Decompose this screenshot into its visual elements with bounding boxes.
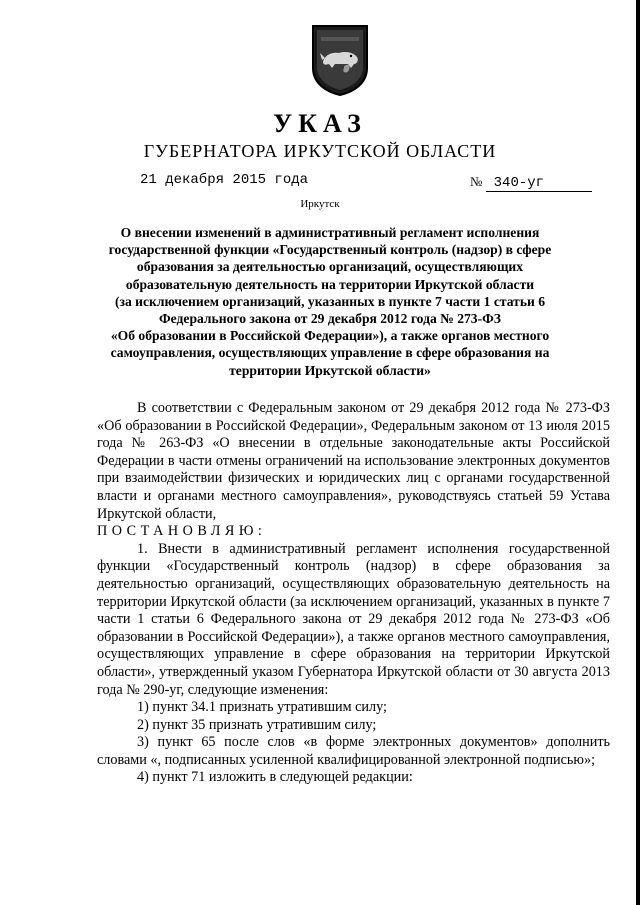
heading-line: самоуправления, осуществляющих управление в сфере образования на — [110, 345, 550, 361]
decree-date: 21 декабря 2015 года — [140, 172, 309, 188]
resolve-word: ПОСТАНОВЛЯЮ: — [97, 523, 267, 540]
change-item-3: 3) пункт 65 после слов «в форме электронных документов» дополнить словами «, подписанных усиленной квалифицированной электронной подписью»; — [97, 734, 610, 768]
heading-line: территории Иркутской области» — [229, 362, 431, 378]
heading-line: (за исключением организаций, указанных в пункте 7 части 1 статьи 6 — [114, 293, 546, 309]
number-sign: № — [470, 174, 483, 189]
change-item-4: 4) пункт 71 изложить в следующей редакции: — [137, 769, 413, 786]
document-subtitle: ГУБЕРНАТОРА ИРКУТСКОЙ ОБЛАСТИ — [143, 141, 497, 161]
heading-line: О внесении изменений в административный регламент исполнения — [120, 225, 540, 240]
decree-number: 340-уг — [486, 176, 592, 192]
heading-line: государственной функции «Государственный контроль (надзор) в сфере — [108, 242, 552, 258]
decree-heading — [92, 224, 568, 379]
scan-edge — [636, 0, 640, 905]
point-1-paragraph: 1. Внести в административный регламент исполнения государственной функции «Государственный контроль (надзор) в сфере образования за деятельностью организаций, осуществляющих образовательную деятельность на территории Иркутской области (за исключением организаций, указанных в пункте 7 части 1 статьи 6 Федерального закона от 29 декабря 2012 года № 273-ФЗ «Об образовании в Российской Федерации»), а также органов местного самоуправления, осуществляющих управление в сфере образования на территории Иркутской области», утвержденный указом Губернатора Иркутской области от 30 августа 2013 года № 290-уг, следующие изменения: — [97, 540, 610, 698]
document-title: УКАЗ — [273, 109, 367, 138]
heading-line: «Об образовании в Российской Федерации»), а также органов местного — [110, 328, 550, 344]
decree-place: Иркутск — [300, 198, 340, 210]
heading-line: образовательную деятельность на территории Иркутской области — [125, 276, 535, 292]
coat-of-arms-icon — [311, 22, 369, 96]
decree-number-block — [470, 174, 592, 192]
heading-line: Федерального закона от 29 декабря 2012 года № 273-ФЗ — [159, 311, 501, 327]
change-item-2: 2) пункт 35 признать утратившим силу; — [137, 716, 377, 733]
decree-body — [97, 400, 610, 787]
heading-line: образования за деятельностью организаций, осуществляющих — [136, 259, 524, 275]
change-item-1: 1) пункт 34.1 признать утратившим силу; — [137, 699, 387, 716]
preamble-paragraph: В соответствии с Федеральным законом от 29 декабря 2012 года № 273-ФЗ «Об образовании в Российской Федерации», Федеральным законом от 13 июля 2015 года № 263-ФЗ «О внесении в отдельные законодательные акты Российской Федерации в части отмены ограничений на использование электронных документов при взаимодействии физических и юридических лиц с органами государственной власти и органами местного самоуправления», руководствуясь статьей 59 Устава Иркутской области, — [97, 400, 610, 522]
